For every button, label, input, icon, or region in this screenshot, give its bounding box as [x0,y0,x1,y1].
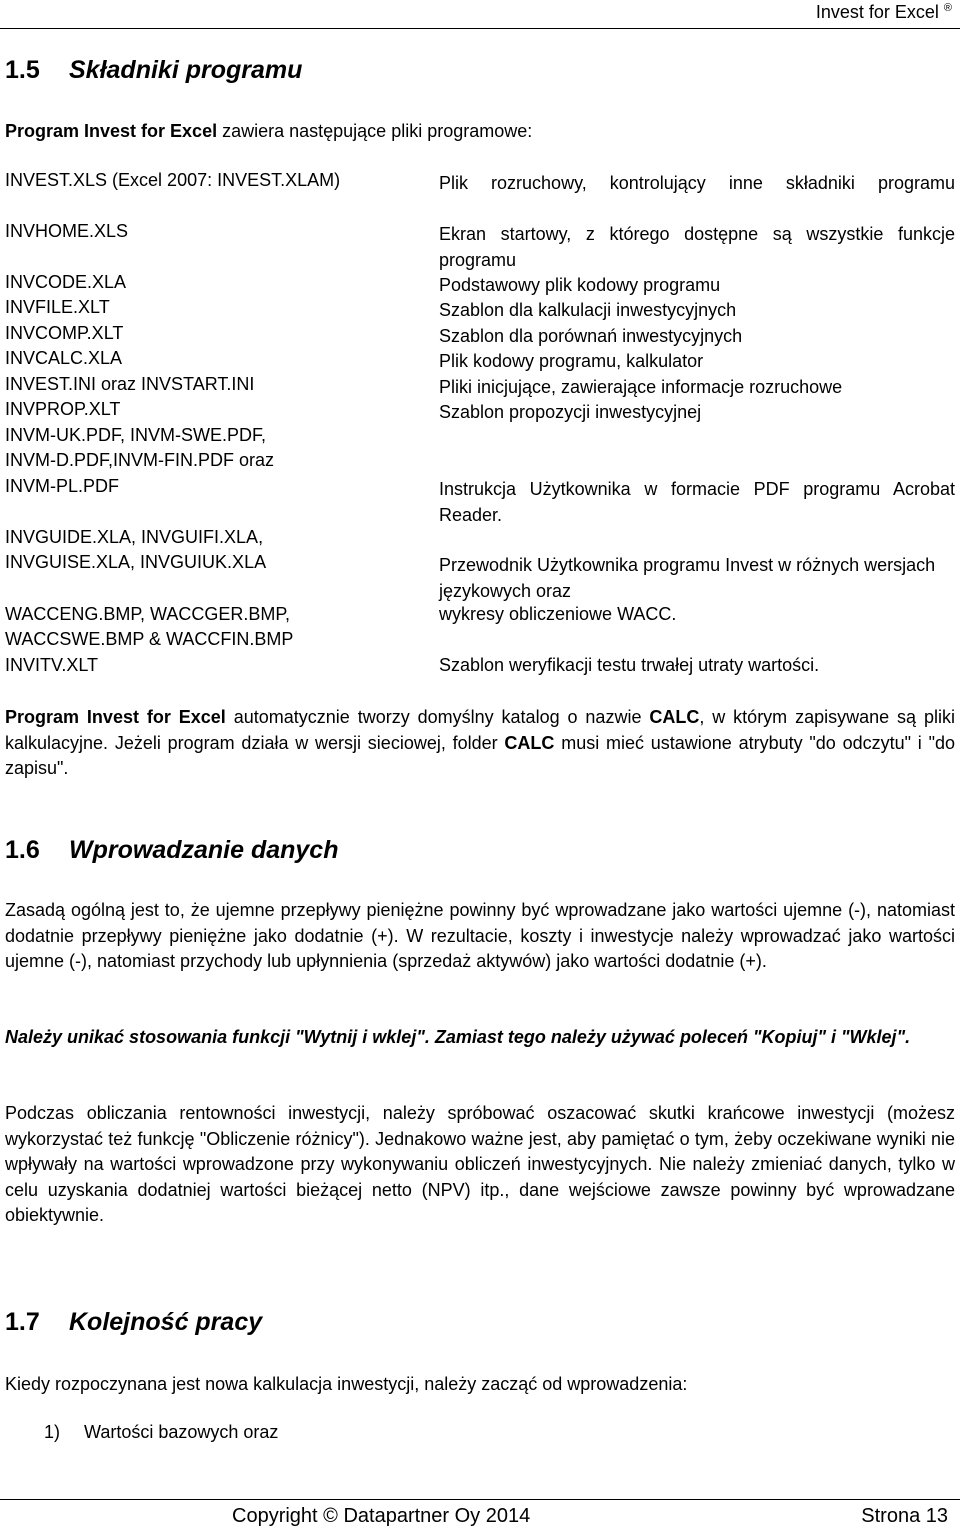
footer-page-number: Strona 13 [861,1505,948,1527]
file-name: INVCALC.XLA [5,348,123,368]
section-title: Składniki programu [69,56,303,84]
file-name: INVFILE.XLT [5,297,110,317]
file-row [5,374,955,400]
section-number: 1.7 [5,1308,40,1336]
running-header [816,2,952,23]
file-description: Ekran startowy, z którego dostępne są wszystkie funkcje programu [439,224,955,270]
data-entry-paragraph: Zasadą ogólną jest to, że ujemne przepływy pieniężne powinny być wprowadzane jako wartości ujemne (-), natomiast dodatnie przepływy pieniężne jako dodatnie (+). W rezultacie, koszty i inwestycje należy wprowadzać jako wartości ujemne (-), natomiast przychody lub upłynnienia (sprzedaż aktywów) jako wartości dodatnie (+). [5,900,955,971]
section-heading-1-6 [5,836,338,865]
file-row [5,348,955,374]
section-heading-1-5 [5,56,302,85]
section-number: 1.5 [5,56,40,84]
file-name: INVCODE.XLA [5,272,127,292]
file-name: INVM-PL.PDF [5,476,120,496]
profitability-paragraph: Podczas obliczania rentowności inwestycji, należy spróbować oszacować skutki krańcowe inwestycji (możesz wykorzystać też funkcję "Obliczenie różnicy"). Jednakowo ważne jest, aby pamiętać o tym, żeby oczekiwane wyniki nie wpływały na wartości wprowadzone przy wykonywaniu obliczeń inwestycyjnych. Nie należy zmieniać danych, tylko w celu uzyskania dodatniej wartości bieżącej netto (NPV) itp., dane wejściowe zawsze powinny być wprowadzane obiektywnie. [5,1103,955,1225]
footer-rule [0,1499,960,1500]
file-row [5,221,955,270]
file-description: wykresy obliczeniowe WACC. [439,604,677,624]
file-description: Podstawowy plik kodowy programu [439,275,721,295]
product-name: Program Invest for Excel [5,121,218,141]
file-name: INVGUIDE.XLA, INVGUIFI.XLA, [5,527,264,547]
file-name: INVM-UK.PDF, INVM-SWE.PDF, [5,425,267,445]
file-description: Szablon weryfikacji testu trwałej utraty wartości. [439,655,820,675]
intro-text: zawiera następujące pliki programowe: [217,121,533,141]
footer-copyright: Copyright © Datapartner Oy 2014 [232,1505,531,1527]
header-rule [0,28,960,29]
file-name: INVEST.XLS (Excel 2007: INVEST.XLAM) [5,170,341,190]
file-description: Przewodnik Użytkownika programu Invest w różnych wersjach językowych oraz [439,555,936,601]
list-marker: 1) [44,1422,61,1442]
warning-paragraph: Należy unikać stosowania funkcji "Wytnij i wklej". Zamiast tego należy używać poleceń "Kopiuj" i "Wklej". [5,1027,911,1047]
file-description: Plik rozruchowy, kontrolujący inne składniki programu [439,173,955,193]
list-item-text: Wartości bazowych oraz [84,1422,279,1442]
list-item [44,1422,278,1443]
file-row [5,170,955,196]
file-name: INVPROP.XLT [5,399,121,419]
file-description: Plik kodowy programu, kalkulator [439,351,704,371]
file-row [5,323,955,349]
calc-folder: CALC [649,707,700,727]
intro-paragraph [5,121,532,142]
paragraph-text: automatycznie tworzy domyślny katalog o nazwie [225,707,650,727]
section-heading-1-7 [5,1308,262,1337]
calc-paragraph [5,705,955,782]
file-description: Instrukcja Użytkownika w formacie PDF programu Acrobat Reader. [439,479,955,525]
file-row [5,399,955,425]
file-name: WACCSWE.BMP & WACCFIN.BMP [5,629,294,649]
file-row [5,272,955,298]
header-title: Invest for Excel [815,2,939,22]
file-name: INVITV.XLT [5,655,99,675]
registered-mark: ® [943,2,952,14]
calc-folder: CALC [504,732,555,753]
file-description: Szablon propozycji inwestycyjnej [439,402,702,422]
file-description: Szablon dla porównań inwestycyjnych [439,326,743,346]
product-name: Program Invest for Excel [5,707,226,727]
file-description: Szablon dla kalkulacji inwestycyjnych [439,300,737,320]
file-name: INVEST.INI oraz INVSTART.INI [5,374,255,394]
paragraph-text: musi mieć ustawione atrybuty "do odczytu" i "do zapisu". [5,732,955,778]
file-name: INVM-D.PDF,INVM-FIN.PDF oraz [5,450,275,470]
file-row [5,297,955,323]
file-name: WACCENG.BMP, WACCGER.BMP, [5,604,291,624]
file-name: INVHOME.XLS [5,221,129,241]
file-name: INVCOMP.XLT [5,323,124,343]
paragraph-text: , w którym zapisywane są pliki kalkulacyjne. Jeżeli program działa w wersji sieciowej, folder [5,707,955,753]
order-paragraph: Kiedy rozpoczynana jest nowa kalkulacja inwestycji, należy zacząć od wprowadzenia: [5,1374,688,1394]
file-description: Pliki inicjujące, zawierające informacje rozruchowe [439,377,843,397]
file-name: INVGUISE.XLA, INVGUIUK.XLA [5,552,267,572]
section-title: Wprowadzanie danych [69,836,339,864]
section-number: 1.6 [5,836,40,864]
section-title: Kolejność pracy [69,1308,263,1336]
